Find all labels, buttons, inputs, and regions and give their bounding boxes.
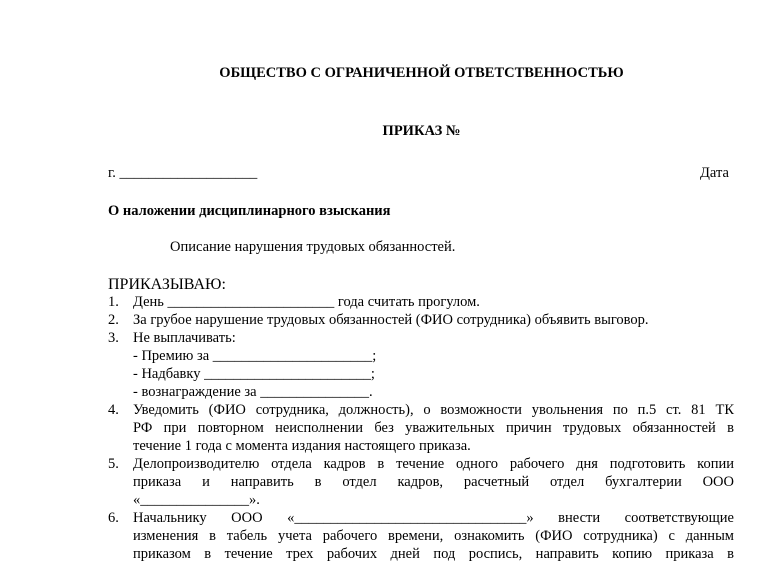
sub-item: - Надбавку _______________________; [133,366,375,382]
item-line: изменения в табель учета рабочего времени, ознакомить (ФИО сотрудника) с данным [133,528,734,544]
order-title: ПРИКАЗ № [382,123,461,139]
item-line: «_______________». [133,492,260,508]
item-line: Делопроизводителю отдела кадров в течение одного рабочего дня подготовить копии [133,456,734,472]
list-item [108,293,734,311]
item-line: приказа и направить в отдел кадров, расчетный отдел бухгалтерии ООО [133,474,734,490]
list-item [108,509,734,563]
violation-description: Описание нарушения трудовых обязанностей. [170,239,456,255]
decree-list [108,293,734,563]
item-number: 2. [108,312,119,328]
city-field: г. ___________________ [108,165,258,181]
item-number: 1. [108,294,119,310]
list-item [108,311,734,329]
sub-item: - Премию за ______________________; [133,348,377,364]
decree-label: ПРИКАЗЫВАЮ: [108,276,226,293]
list-item [108,455,734,509]
item-number: 5. [108,456,119,472]
item-text: Не выплачивать: [133,330,236,346]
sub-item: - вознаграждение за _______________. [133,384,373,400]
item-line: Уведомить (ФИО сотрудника, должность), о возможности увольнения по п.5 ст. 81 ТК [133,402,734,418]
item-text: День _______________________ года считать прогулом. [133,294,480,310]
date-label: Дата [700,165,729,181]
organization-heading: ОБЩЕСТВО С ОГРАНИЧЕННОЙ ОТВЕТСТВЕННОСТЬЮ [219,65,624,81]
item-line: РФ при повторном неисполнении без уважительных причин трудовых обязанностей в [133,420,734,436]
item-line: Начальнику ООО «________________________________» внести соответствующие [133,510,734,526]
item-line: приказом в течение трех рабочих дней под роспись, направить копию приказа в [133,546,734,562]
item-number: 3. [108,330,119,346]
item-number: 4. [108,402,119,418]
item-line: течение 1 года с момента издания настоящего приказа. [133,438,471,454]
item-number: 6. [108,510,119,526]
item-text: За грубое нарушение трудовых обязанностей (ФИО сотрудника) объявить выговор. [133,312,649,328]
list-item [108,401,734,455]
order-subject: О наложении дисциплинарного взыскания [108,203,391,219]
list-item [108,329,734,401]
